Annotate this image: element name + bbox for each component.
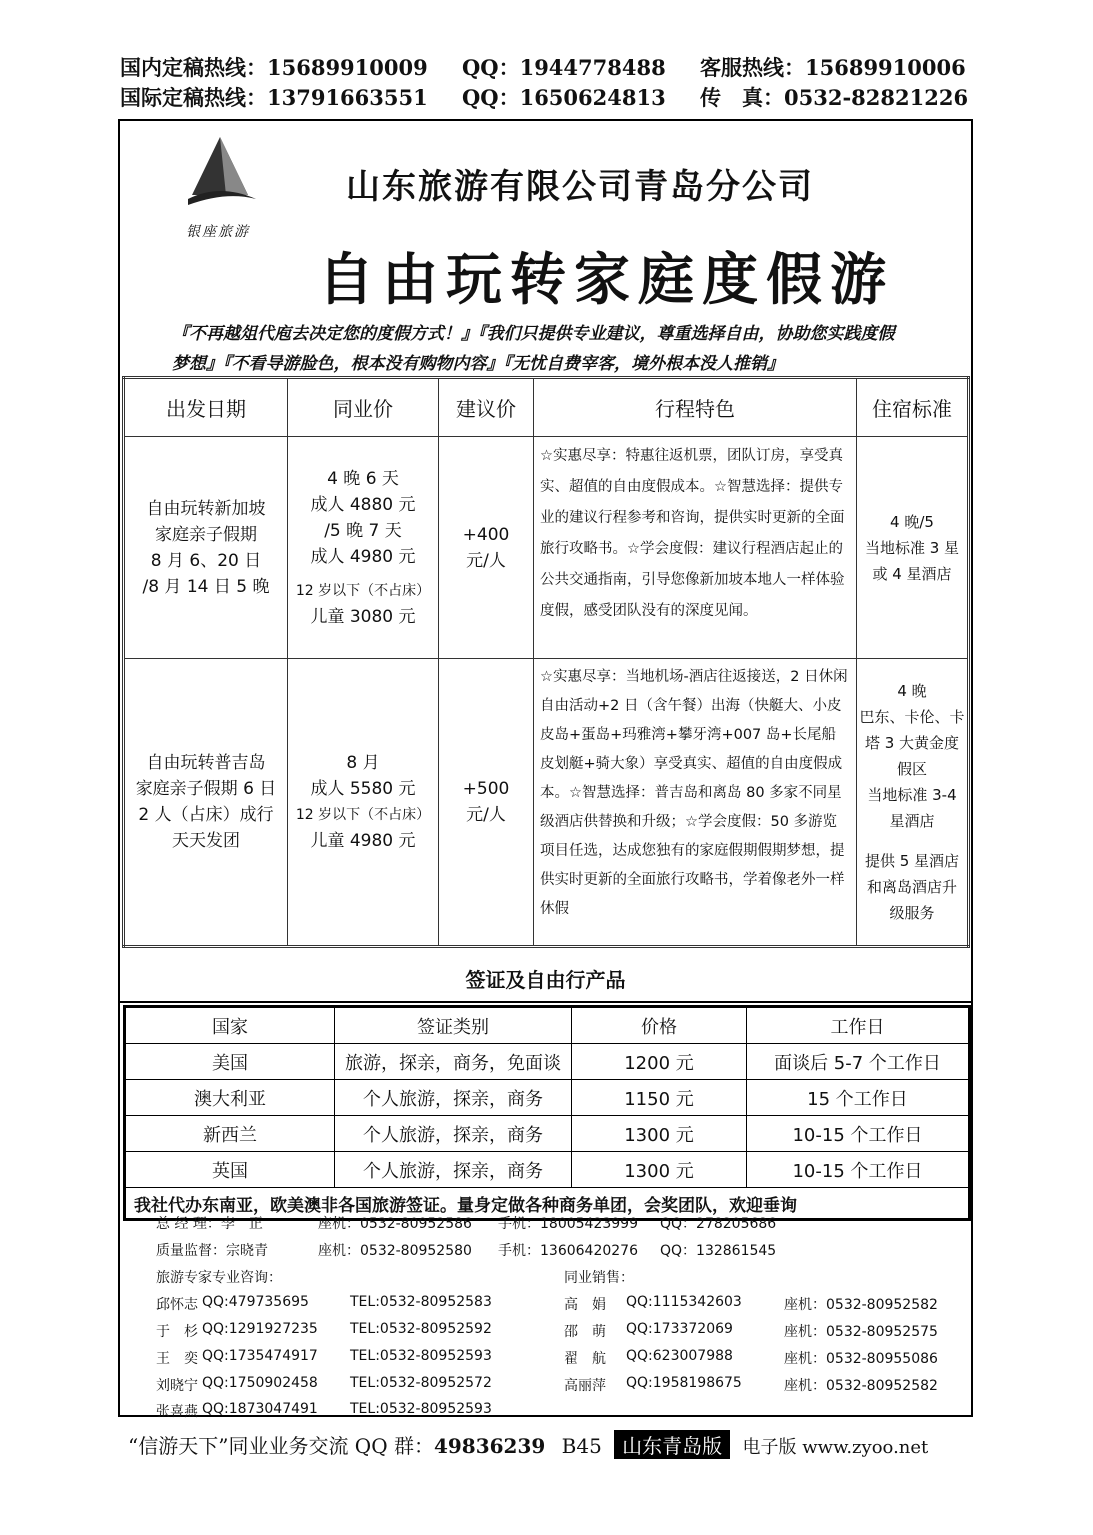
consultant-name: 张喜燕 [156,1404,198,1420]
sales-tel: 座机：0532-80952575 [784,1324,938,1340]
page-footer [128,1430,928,1459]
footer-website: 电子版 www.zyoo.net [742,1437,929,1458]
tour2-suggest-line: +500 [462,779,510,799]
consultant-tel: TEL:0532-80952593 [350,1348,492,1364]
sales-qq: QQ:1115342603 [626,1294,742,1310]
slogan-line-2: 梦想』『不看导游脸色，根本没有购物内容』『无忧自费宰客，境外根本没人推销』 [172,354,784,374]
consultant-tel: TEL:0532-80952592 [350,1321,492,1337]
tour2-suggest-line: 元/人 [466,805,506,825]
table-row [125,1044,970,1080]
tour1-date-line: 自由玩转新加坡 [146,498,266,519]
table-row [125,1152,970,1188]
headline: 自由玩转家庭度假游 [318,247,894,313]
tour1-price-line: /5 晚 7 天 [324,520,402,541]
visa-days: 10-15 个工作日 [747,1152,970,1188]
tour2-date-line: 天天发团 [172,831,240,851]
visa-header-price: 价格 [572,1007,747,1044]
table-row [125,1116,970,1152]
manager-qq: QQ：278205686 [660,1216,777,1232]
tour1-date-line: 8 月 6、20 日 [150,550,262,571]
visa-header-country: 国家 [125,1007,335,1044]
tour2-hotel-line: 巴东、卡伦、卡 [859,708,965,726]
divider [120,1001,971,1003]
tour1-date [124,437,288,659]
fax: 传 真：0532-82821226 [700,85,969,110]
tour1-date-line: /8 月 14 日 5 晚 [142,576,270,597]
tour2-date [124,659,288,947]
sales-tel: 座机：0532-80952582 [784,1378,938,1394]
consultant-tel: TEL:0532-80952583 [350,1294,492,1310]
visa-header-days: 工作日 [747,1007,970,1044]
consultant-name: 于 杉 [156,1324,198,1340]
sales-tel: 座机：0532-80955086 [784,1351,938,1367]
intl-hotline: 国际定稿热线：13791663551 [120,85,428,110]
sales-tel: 座机：0532-80952582 [784,1297,938,1313]
tour2-hotel-line: 4 晚 [897,682,927,700]
slogan-line-1: 『不再越俎代庖去决定您的度假方式！』『我们只提供专业建议，尊重选择自由，协助您实践度假 [172,324,895,344]
tour2-date-line: 2 人（占床）成行 [138,805,274,825]
tour1-hotel [857,437,969,659]
sales-qq: QQ:173372069 [626,1321,733,1337]
sales-name: 翟 航 [564,1351,606,1367]
service-hotline: 客服热线：15689910006 [700,55,966,80]
consultant-name: 王 奕 [156,1351,198,1367]
tour2-price-line: 成人 5580 元 [310,779,416,799]
tour2-date-line: 自由玩转普吉岛 [146,753,266,773]
quality-mobile: 手机：13606420276 [498,1243,638,1259]
header-features: 行程特色 [534,378,857,437]
consultant-qq: QQ:1291927235 [202,1321,318,1337]
tour2-hotel-line: 和离岛酒店升 [866,878,957,896]
domestic-hotline: 国内定稿热线：15689910009 [120,55,428,80]
tour2-hotel-line: 塔 3 大黄金度 [864,734,960,752]
sales-name: 邵 萌 [564,1324,606,1340]
sales-qq: QQ:623007988 [626,1348,733,1364]
tour2-features: ☆实惠尽享：当地机场-酒店往返接送，2 日休闲自由活动+2 日（含午餐）出海（快艇大、小皮皮岛+蛋岛+玛雅湾+攀牙湾+007 岛+长尾船皮划艇+骑大象）享受真实、超值的自由度假成本。☆智慧选择：普吉岛和离岛 80 多家不同星级酒店供替换和升级；☆学会度假：50 多游览项目任选，达成您独有的家庭假期假期梦想，提供实时更新的全面旅行攻略书，学着像老外一样休假 [534,659,857,947]
manager-phone: 座机：0532-80952586 [318,1216,472,1232]
tour2-suggest [439,659,534,947]
footer-edition: 山东青岛版 [614,1430,730,1459]
tour2-hotel-line: 级服务 [889,904,935,922]
sales-qq: QQ:1958198675 [626,1375,742,1391]
visa-header-row [125,1007,970,1044]
tour2-price [288,659,439,947]
tour-header-row [124,378,969,437]
visa-type: 个人旅游，探亲，商务 [335,1116,572,1152]
consultant-name: 邱怀志 [156,1297,198,1313]
tour2-hotel-spacer [858,834,966,848]
tour1-hotel-line: 4 晚/5 [890,512,934,531]
visa-section-title: 签证及自由行产品 [465,968,626,992]
visa-header-type: 签证类别 [335,1007,572,1044]
consultant-tel: TEL:0532-80952593 [350,1401,492,1417]
consultant-qq: QQ:1873047491 [202,1401,318,1417]
visa-country: 美国 [125,1044,335,1080]
visa-type: 个人旅游，探亲，商务 [335,1152,572,1188]
visa-country: 英国 [125,1152,335,1188]
sail-logo-icon [186,133,266,213]
tour2-price-line: 12 岁以下（不占床） [295,807,431,823]
tour1-suggest-line: +400 [462,524,510,545]
tour2-hotel [857,659,969,947]
visa-country: 澳大利亚 [125,1080,335,1116]
tour2-hotel-line: 当地标准 3-4 [867,786,957,804]
footer-slogan: “信游天下”同业业务交流 QQ 群： [128,1434,434,1458]
visa-price: 1300 元 [572,1116,747,1152]
header-trade-price: 同业价 [288,378,439,437]
sales-label: 同业销售： [564,1270,634,1286]
consult-label: 旅游专家专业咨询： [156,1270,282,1286]
logo-text: 银座旅游 [186,224,250,240]
tour2-date-line: 家庭亲子假期 6 日 [135,779,277,799]
tour1-hotel-line: 或 4 星酒店 [872,564,952,583]
tour1-price [288,437,439,659]
tour2-hotel-line: 星酒店 [889,812,935,830]
visa-days: 10-15 个工作日 [747,1116,970,1152]
footer-page-number: B45 [561,1434,602,1458]
visa-table [123,1005,971,1221]
footer-qq-group: 49836239 [433,1434,546,1458]
tour2-price-line: 儿童 4980 元 [310,831,416,851]
header-hotel: 住宿标准 [857,378,969,437]
company-logo [186,133,266,243]
tour2-price-line: 8 月 [346,753,380,773]
tour2-hotel-line: 提供 5 星酒店 [864,852,960,870]
consultant-name: 刘晓宁 [156,1378,198,1394]
manager-mobile: 手机：18005423999 [498,1216,638,1232]
header-suggested-price: 建议价 [439,378,534,437]
header-date: 出发日期 [124,378,288,437]
tour1-price-line: 成人 4980 元 [310,546,416,567]
consultant-qq: QQ:1735474917 [202,1348,318,1364]
domestic-qq: QQ：1944778488 [462,55,666,80]
visa-price: 1200 元 [572,1044,747,1080]
tour1-features: ☆实惠尽享：特惠往返机票，团队订房，享受真实、超值的自由度假成本。☆智慧选择：提供专业的建议行程参考和咨询，提供实时更新的全面旅行攻略书。☆学会度假：建议行程酒店起止的公共交通指南，引导您像新加坡本地人一样体验度假，感受团队没有的深度见闻。 [534,437,857,659]
visa-days: 面谈后 5-7 个工作日 [747,1044,970,1080]
visa-type: 旅游，探亲，商务，免面谈 [335,1044,572,1080]
visa-type: 个人旅游，探亲，商务 [335,1080,572,1116]
tour1-price-line: 4 晚 6 天 [327,468,399,489]
tour1-suggest-line: 元/人 [466,550,506,571]
tour1-suggest [439,437,534,659]
sales-name: 高 娟 [564,1297,606,1313]
tour2-hotel-line: 假区 [896,760,927,778]
intl-qq: QQ：1650624813 [462,85,666,110]
visa-country: 新西兰 [125,1116,335,1152]
consultant-tel: TEL:0532-80952572 [350,1375,492,1391]
manager-role: 总 经 理：李 正 [156,1216,263,1232]
tour-row-singapore [124,437,969,659]
consultant-qq: QQ:479735695 [202,1294,309,1310]
tour1-date-line: 家庭亲子假期 [155,524,257,545]
tour1-price-line: 儿童 3080 元 [310,606,416,627]
visa-days: 15 个工作日 [747,1080,970,1116]
visa-note: 我社代办东南亚，欧美澳非各国旅游签证。量身定做各种商务单团，会奖团队，欢迎垂询 [125,1188,970,1220]
company-name: 山东旅游有限公司青岛分公司 [346,167,814,207]
tour-table [122,376,970,948]
ad-panel [118,119,973,1420]
quality-role: 质量监督：宗晓青 [156,1243,268,1259]
sales-name: 高丽萍 [564,1378,606,1394]
visa-price: 1300 元 [572,1152,747,1188]
tour1-price-line: 成人 4880 元 [310,494,416,515]
table-row [125,1080,970,1116]
tour-row-phuket [124,659,969,947]
visa-price: 1150 元 [572,1080,747,1116]
quality-phone: 座机：0532-80952580 [318,1243,472,1259]
tour1-hotel-line: 当地标准 3 星 [864,538,960,557]
tour1-price-line: 12 岁以下（不占床） [295,582,431,599]
consultant-qq: QQ:1750902458 [202,1375,318,1391]
quality-qq: QQ：132861545 [660,1243,777,1259]
